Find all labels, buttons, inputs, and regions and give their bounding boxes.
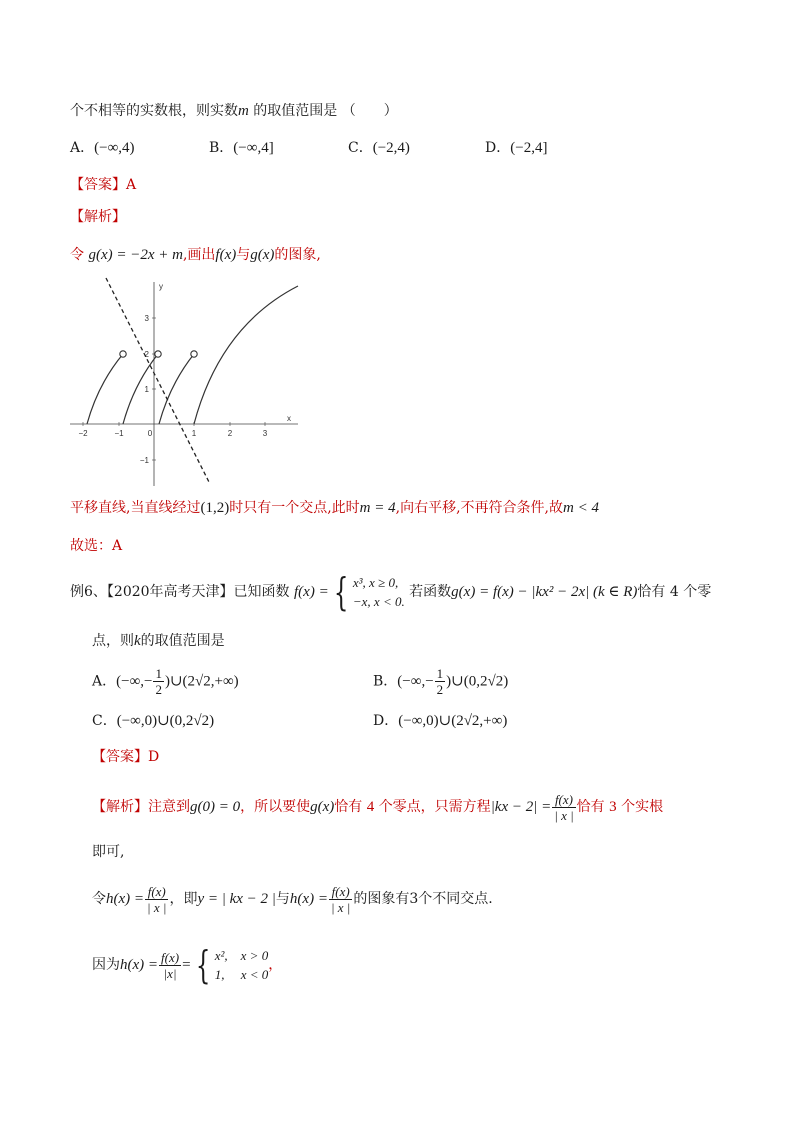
math-num: 4: [366, 799, 375, 815]
option-label: A．: [70, 140, 95, 156]
text: 令: [92, 891, 106, 907]
math-expr: |kx − 2| =: [490, 799, 552, 815]
x-axis-label: x: [287, 414, 291, 423]
math-expr: y = | kx − 2 |: [197, 891, 276, 907]
math-expr: (1,2): [200, 500, 230, 516]
y-tick-label: −1: [139, 456, 149, 465]
q5-option-d: [485, 138, 547, 158]
option-label: A．: [92, 673, 117, 690]
math-expr: h(x) =: [120, 957, 159, 973]
option-value: (−∞,−: [116, 673, 153, 690]
math-expr: f(x) =: [294, 584, 329, 600]
option-label: C．: [92, 713, 117, 729]
function-graph: [70, 276, 302, 488]
math-expr: h(x) =: [106, 891, 145, 907]
text: ，: [268, 957, 283, 973]
x-tick-label: −1: [114, 429, 124, 438]
case: −x, x < 0.: [352, 594, 405, 609]
f-branch-4: [194, 286, 298, 424]
text: 个实根: [621, 799, 664, 815]
fraction: $\frac{f(x)}{| x |}$: [554, 791, 574, 823]
text: 的图象有3个不同交点.: [353, 891, 493, 907]
x-tick-label: 2: [227, 429, 233, 438]
x-tick-label: 3: [262, 429, 268, 438]
y-tick-label: 2: [144, 350, 149, 359]
y-tick-label: 1: [144, 385, 149, 394]
text: 恰有 4 个零: [637, 584, 712, 600]
text: 的图象,: [274, 247, 321, 263]
q5-stem-end: 的取值范围是 （ ）: [253, 103, 398, 119]
option-label: B．: [209, 140, 234, 156]
option-value: (−2,4): [372, 140, 410, 156]
q6-option-d: [373, 711, 507, 731]
q5-option-c: [348, 138, 410, 158]
text: ，即: [169, 891, 198, 907]
q5-stem: [70, 101, 398, 121]
open-point: [120, 351, 126, 357]
math-expr: g(x): [250, 247, 275, 263]
math-expr: g(0) = 0: [190, 799, 241, 815]
q5-stem-var: m: [238, 103, 249, 119]
case: x³, x ≥ 0,: [352, 575, 399, 590]
y-tick-label: 3: [144, 314, 149, 323]
q5-option-b: [209, 138, 274, 158]
math-expr: m = 4: [359, 500, 396, 516]
option-value: (−∞,0)∪(2√2,+∞): [398, 713, 508, 729]
open-point: [155, 351, 161, 357]
answer-value: D: [148, 749, 160, 765]
text: 恰有: [576, 799, 605, 815]
option-label: D．: [485, 140, 511, 156]
q5-option-a: [70, 138, 135, 158]
fraction: $\frac{f(x)}{|x|}$: [161, 949, 180, 981]
text: ,向右平移,不再符合条件,故: [395, 500, 563, 516]
piecewise-cases: [353, 573, 405, 611]
math-expr: g(x): [310, 799, 335, 815]
x-tick-label: 0: [147, 429, 153, 438]
option-label: D．: [373, 713, 399, 729]
text: ，所以要使: [240, 799, 311, 815]
text: 与: [275, 891, 290, 907]
text: 恰有: [334, 799, 363, 815]
q5-analysis-tag: 【解析】: [70, 209, 126, 225]
option-value: )∪(0,2√2): [446, 673, 509, 690]
math-expr: g(x) = −2x + m: [88, 247, 183, 263]
text: 因为: [92, 957, 120, 973]
option-value: (−∞,−: [397, 673, 434, 690]
math-expr: g(x) = f(x) − |kx² − 2x| (k ∈ R): [451, 584, 638, 600]
text: 时只有一个交点,此时: [229, 500, 360, 516]
q6-answer: [92, 747, 159, 767]
open-point: [191, 351, 197, 357]
fraction: $\frac{f(x)}{| x |}$: [147, 883, 167, 915]
option-value: (−2,4]: [510, 140, 548, 156]
math-expr: =: [182, 957, 191, 973]
q6-analysis-3: [92, 880, 493, 918]
x-tick-label: −2: [78, 429, 88, 438]
text: 令: [70, 247, 84, 263]
text: 若函数: [409, 584, 452, 600]
q5-answer: [70, 175, 136, 195]
x-tick-label: 1: [191, 429, 197, 438]
answer-value: A: [126, 177, 137, 193]
text: 的取值范围是: [140, 633, 225, 649]
text: 与: [236, 247, 251, 263]
q5-stem-text: 个不相等的实数根，则实数: [70, 103, 238, 119]
q6-analysis-2: 即可,: [92, 844, 125, 860]
q5-step2: [70, 498, 599, 518]
option-label: C．: [348, 140, 373, 156]
case: 1, x < 0: [214, 967, 269, 982]
math-var: k: [134, 633, 141, 649]
piecewise-cases: [215, 946, 269, 984]
text: 例6、【2020年高考天津】已知函数: [70, 584, 290, 600]
analysis-tag: 【解析】: [92, 799, 148, 815]
brace: {: [333, 570, 349, 614]
answer-tag: 【答案】: [92, 749, 148, 765]
q6-stem-line2: [92, 631, 225, 651]
fraction: $\frac{1}{2}$: [436, 666, 444, 697]
case: x², x > 0: [214, 948, 269, 963]
q5-step1: [70, 245, 321, 265]
answer-tag: 【答案】: [70, 177, 126, 193]
text: 点，则: [92, 633, 134, 649]
fraction: $\frac{1}{2}$: [155, 666, 162, 697]
brace: {: [195, 943, 210, 987]
q6-stem: [70, 571, 711, 613]
option-value: (−∞,0)∪(0,2√2): [116, 713, 215, 729]
text: ,画出: [182, 247, 216, 263]
option-value: (−∞,4): [94, 140, 135, 156]
q5-choose: 故选：A: [70, 538, 123, 554]
q6-option-a: [92, 666, 239, 697]
math-expr: m < 4: [562, 500, 599, 516]
text: 注意到: [148, 799, 190, 815]
option-value: )∪(2√2,+∞): [164, 673, 239, 690]
math-expr: h(x) =: [289, 891, 328, 907]
f-branch-3: [159, 354, 194, 424]
q6-analysis-4: [92, 944, 282, 986]
fraction: $\frac{f(x)}{| x |}$: [330, 883, 351, 915]
math-expr: f(x): [215, 247, 237, 263]
option-label: B．: [373, 673, 398, 690]
y-axis-label: y: [159, 282, 163, 291]
g-line: [106, 278, 210, 484]
text: 平移直线,当直线经过: [70, 500, 201, 516]
q6-analysis-1: [92, 788, 663, 826]
text: 个零点，只需方程: [378, 799, 491, 815]
math-num: 3: [609, 799, 617, 815]
q6-option-b: [373, 666, 508, 697]
option-value: (−∞,4]: [233, 140, 274, 156]
q6-option-c: [92, 711, 214, 731]
f-branch-1: [87, 354, 123, 424]
